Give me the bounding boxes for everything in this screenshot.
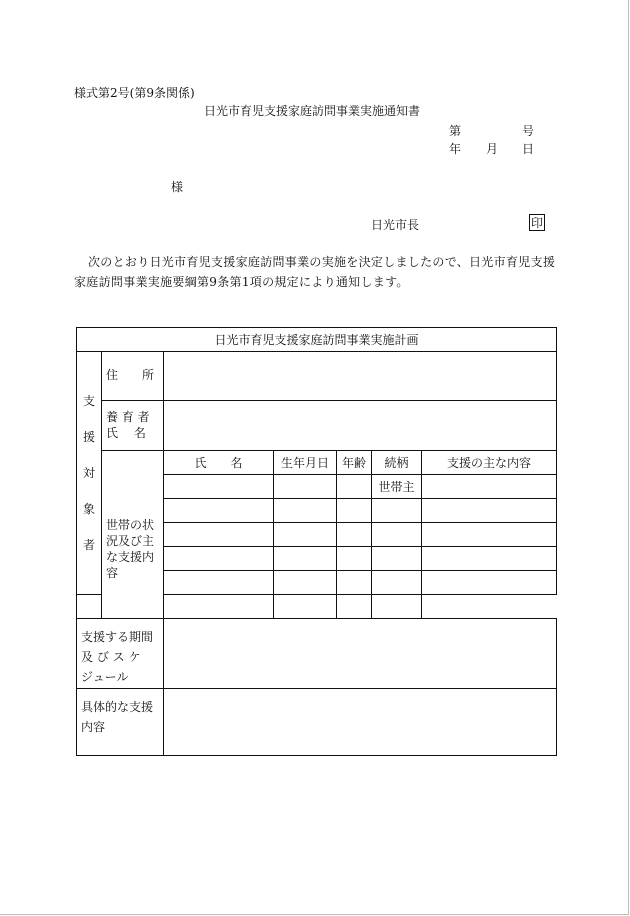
- member-birthdate-cell[interactable]: [164, 595, 274, 619]
- member-relation-cell[interactable]: [372, 522, 422, 546]
- member-birthdate-cell[interactable]: [274, 522, 337, 546]
- specific-support-field[interactable]: [164, 688, 557, 755]
- plan-table-title: 日光市育児支援家庭訪問事業実施計画: [77, 328, 557, 352]
- address-label: 住 所: [102, 352, 164, 401]
- member-support-cell[interactable]: [372, 595, 422, 619]
- specific-support-label: 具体的な支援 内容: [77, 688, 164, 755]
- member-support-cell[interactable]: [422, 546, 557, 570]
- date-day-label: 日: [522, 142, 535, 156]
- member-age-cell[interactable]: [337, 522, 372, 546]
- col-header-relation: 続柄: [372, 450, 422, 474]
- member-birthdate-cell[interactable]: [274, 546, 337, 570]
- notice-body-text: 次のとおり日光市育児支援家庭訪問事業の実施を決定しましたので、日光市育児支援家庭訪問事業実施要綱第9条第1項の規定により通知します。: [74, 255, 556, 289]
- issue-number-prefix: 第: [449, 124, 462, 138]
- member-age-cell[interactable]: [274, 595, 337, 619]
- support-target-label: 支 援 対 象 者: [77, 352, 102, 595]
- member-support-cell[interactable]: [422, 474, 557, 498]
- household-situation-label: 世帯の状況及び主な支援内容: [102, 450, 164, 619]
- col-header-support: 支援の主な内容: [422, 450, 557, 474]
- member-name-cell[interactable]: [164, 498, 274, 522]
- member-relation-cell[interactable]: [372, 498, 422, 522]
- document-title: 日光市育児支援家庭訪問事業実施通知書: [204, 104, 421, 118]
- guardian-name-field[interactable]: [164, 401, 557, 450]
- member-age-cell[interactable]: [337, 546, 372, 570]
- col-header-age: 年齢: [337, 450, 372, 474]
- member-name-cell[interactable]: [164, 571, 274, 595]
- member-name-cell[interactable]: [164, 546, 274, 570]
- member-name-cell[interactable]: [164, 474, 274, 498]
- address-field[interactable]: [164, 352, 557, 401]
- member-relation-cell[interactable]: [372, 571, 422, 595]
- member-age-cell[interactable]: [337, 571, 372, 595]
- support-period-field[interactable]: [164, 619, 557, 688]
- member-name-cell[interactable]: [164, 522, 274, 546]
- member-support-cell[interactable]: [422, 571, 557, 595]
- member-support-cell[interactable]: [422, 498, 557, 522]
- support-period-label: 支援する期間 及 び ス ケ ジュール: [77, 619, 164, 688]
- date-year-label: 年: [449, 142, 462, 156]
- member-relation-cell: 世帯主: [372, 474, 422, 498]
- member-age-cell[interactable]: [337, 498, 372, 522]
- issue-number-suffix: 号: [522, 124, 535, 138]
- member-age-cell[interactable]: [337, 474, 372, 498]
- member-birthdate-cell[interactable]: [274, 571, 337, 595]
- sender-name: 日光市長: [371, 218, 420, 232]
- member-birthdate-cell[interactable]: [274, 498, 337, 522]
- guardian-name-label: 養 育 者 氏 名: [102, 401, 164, 450]
- col-header-name: 氏 名: [164, 450, 274, 474]
- member-birthdate-cell[interactable]: [274, 474, 337, 498]
- seal-box: 印: [530, 216, 543, 230]
- col-header-birthdate: 生年月日: [274, 450, 337, 474]
- member-relation-cell[interactable]: [337, 595, 372, 619]
- support-plan-table: [76, 327, 557, 756]
- form-number: 様式第2号(第9条関係): [74, 86, 195, 100]
- date-month-label: 月: [486, 142, 499, 156]
- member-relation-cell[interactable]: [372, 546, 422, 570]
- member-name-cell[interactable]: [77, 595, 102, 619]
- member-support-cell[interactable]: [422, 522, 557, 546]
- addressee-suffix: 様: [171, 180, 184, 194]
